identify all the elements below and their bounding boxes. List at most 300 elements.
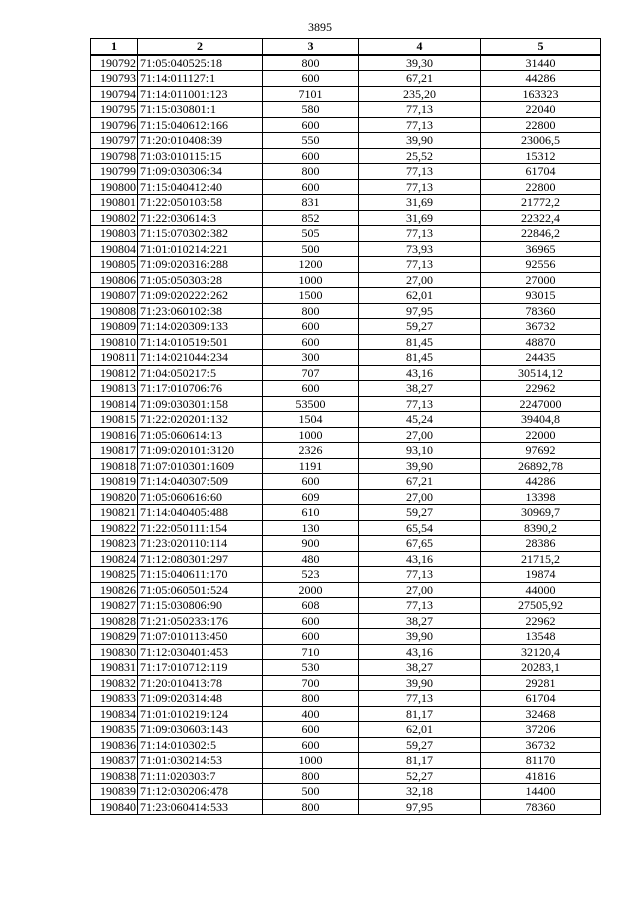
rate-cell: 81,45 [359,350,481,366]
value-cell: 29281 [481,675,601,691]
value-cell: 44000 [481,582,601,598]
column-header-2: 2 [138,39,263,55]
cadastral-number-cell: 71:12:030401:453 [138,644,263,660]
area-cell: 800 [263,799,359,815]
area-cell: 610 [263,505,359,521]
value-cell: 23006,5 [481,133,601,149]
table-row [91,396,601,412]
table-row [91,737,601,753]
cadastral-number-cell: 71:01:030214:53 [138,753,263,769]
value-cell: 21772,2 [481,195,601,211]
rate-cell: 45,24 [359,412,481,428]
value-cell: 36965 [481,241,601,257]
rate-cell: 39,90 [359,629,481,645]
cadastral-number-cell: 71:05:060501:524 [138,582,263,598]
value-cell: 19874 [481,567,601,583]
row-number-cell: 190797 [91,133,138,149]
value-cell: 13548 [481,629,601,645]
cadastral-number-cell: 71:15:070302:382 [138,226,263,242]
row-number-cell: 190799 [91,164,138,180]
area-cell: 609 [263,489,359,505]
cadastral-number-cell: 71:09:030306:34 [138,164,263,180]
rate-cell: 73,93 [359,241,481,257]
rate-cell: 97,95 [359,799,481,815]
value-cell: 92556 [481,257,601,273]
table-row [91,784,601,800]
rate-cell: 67,21 [359,71,481,87]
value-cell: 21715,2 [481,551,601,567]
value-cell: 22846,2 [481,226,601,242]
row-number-cell: 190829 [91,629,138,645]
area-cell: 1500 [263,288,359,304]
area-cell: 600 [263,71,359,87]
row-number-cell: 190795 [91,102,138,118]
row-number-cell: 190793 [91,71,138,87]
value-cell: 22800 [481,117,601,133]
value-cell: 81170 [481,753,601,769]
row-number-cell: 190794 [91,86,138,102]
cadastral-number-cell: 71:01:010219:124 [138,706,263,722]
area-cell: 800 [263,55,359,71]
table-row [91,582,601,598]
area-cell: 600 [263,117,359,133]
value-cell: 31440 [481,55,601,71]
table-row [91,598,601,614]
page-number: 3895 [308,20,332,34]
value-cell: 22322,4 [481,210,601,226]
row-number-cell: 190804 [91,241,138,257]
row-number-cell: 190839 [91,784,138,800]
value-cell: 14400 [481,784,601,800]
table-row [91,722,601,738]
cadastral-number-cell: 71:03:010115:15 [138,148,263,164]
area-cell: 608 [263,598,359,614]
row-number-cell: 190828 [91,613,138,629]
rate-cell: 77,13 [359,257,481,273]
row-number-cell: 190798 [91,148,138,164]
area-cell: 600 [263,629,359,645]
row-number-cell: 190838 [91,768,138,784]
table-row [91,536,601,552]
table-row [91,706,601,722]
cadastral-number-cell: 71:20:010408:39 [138,133,263,149]
row-number-cell: 190817 [91,443,138,459]
value-cell: 27000 [481,272,601,288]
row-number-cell: 190819 [91,474,138,490]
area-cell: 800 [263,768,359,784]
table-row [91,691,601,707]
rate-cell: 77,13 [359,598,481,614]
table-row [91,505,601,521]
cadastral-number-cell: 71:09:020101:3120 [138,443,263,459]
table-row [91,319,601,335]
rate-cell: 27,00 [359,272,481,288]
area-cell: 710 [263,644,359,660]
row-number-cell: 190837 [91,753,138,769]
value-cell: 28386 [481,536,601,552]
table-row [91,412,601,428]
rate-cell: 38,27 [359,613,481,629]
value-cell: 22962 [481,381,601,397]
row-number-cell: 190814 [91,396,138,412]
rate-cell: 62,01 [359,288,481,304]
area-cell: 1000 [263,753,359,769]
value-cell: 32468 [481,706,601,722]
row-number-cell: 190822 [91,520,138,536]
row-number-cell: 190805 [91,257,138,273]
area-cell: 600 [263,722,359,738]
table-row [91,551,601,567]
area-cell: 1000 [263,272,359,288]
rate-cell: 93,10 [359,443,481,459]
area-cell: 500 [263,241,359,257]
header-row [91,39,601,55]
area-cell: 800 [263,691,359,707]
cadastral-number-cell: 71:05:050303:28 [138,272,263,288]
row-number-cell: 190834 [91,706,138,722]
table-row [91,102,601,118]
cadastral-number-cell: 71:01:010214:221 [138,241,263,257]
rate-cell: 39,90 [359,133,481,149]
area-cell: 1504 [263,412,359,428]
cadastral-number-cell: 71:04:050217:5 [138,365,263,381]
rate-cell: 31,69 [359,195,481,211]
rate-cell: 43,16 [359,365,481,381]
rate-cell: 39,90 [359,675,481,691]
cadastral-number-cell: 71:21:050233:176 [138,613,263,629]
value-cell: 93015 [481,288,601,304]
row-number-cell: 190806 [91,272,138,288]
cadastral-number-cell: 71:22:020201:132 [138,412,263,428]
rate-cell: 59,27 [359,319,481,335]
area-cell: 400 [263,706,359,722]
row-number-cell: 190800 [91,179,138,195]
value-cell: 41816 [481,768,601,784]
rate-cell: 67,21 [359,474,481,490]
area-cell: 600 [263,179,359,195]
value-cell: 24435 [481,350,601,366]
row-number-cell: 190810 [91,334,138,350]
value-cell: 2247000 [481,396,601,412]
area-cell: 600 [263,148,359,164]
area-cell: 1200 [263,257,359,273]
cadastral-number-cell: 71:17:010712:119 [138,660,263,676]
value-cell: 48870 [481,334,601,350]
table-row [91,753,601,769]
rate-cell: 38,27 [359,660,481,676]
value-cell: 61704 [481,691,601,707]
table-row [91,458,601,474]
rate-cell: 52,27 [359,768,481,784]
area-cell: 580 [263,102,359,118]
table-row [91,226,601,242]
table-row [91,195,601,211]
cadastral-number-cell: 71:15:040611:170 [138,567,263,583]
row-number-cell: 190827 [91,598,138,614]
rate-cell: 43,16 [359,551,481,567]
row-number-cell: 190811 [91,350,138,366]
value-cell: 36732 [481,737,601,753]
row-number-cell: 190825 [91,567,138,583]
table-row [91,210,601,226]
value-cell: 44286 [481,71,601,87]
area-cell: 523 [263,567,359,583]
area-cell: 1191 [263,458,359,474]
area-cell: 500 [263,784,359,800]
rate-cell: 97,95 [359,303,481,319]
table-row [91,443,601,459]
rate-cell: 77,13 [359,102,481,118]
value-cell: 39404,8 [481,412,601,428]
value-cell: 8390,2 [481,520,601,536]
row-number-cell: 190812 [91,365,138,381]
table-row [91,644,601,660]
row-number-cell: 190821 [91,505,138,521]
table-row [91,71,601,87]
rate-cell: 77,13 [359,567,481,583]
area-cell: 130 [263,520,359,536]
table-row [91,241,601,257]
value-cell: 36732 [481,319,601,335]
value-cell: 32120,4 [481,644,601,660]
row-number-cell: 190802 [91,210,138,226]
table-row [91,55,601,71]
value-cell: 20283,1 [481,660,601,676]
value-cell: 22040 [481,102,601,118]
area-cell: 1000 [263,427,359,443]
table-row [91,520,601,536]
area-cell: 800 [263,164,359,180]
cadastral-number-cell: 71:14:011127:1 [138,71,263,87]
column-header-4: 4 [359,39,481,55]
table-row [91,474,601,490]
area-cell: 505 [263,226,359,242]
rate-cell: 67,65 [359,536,481,552]
cadastral-number-cell: 71:15:030801:1 [138,102,263,118]
cadastral-number-cell: 71:09:020314:48 [138,691,263,707]
row-number-cell: 190831 [91,660,138,676]
cadastral-number-cell: 71:09:020222:262 [138,288,263,304]
area-cell: 707 [263,365,359,381]
rate-cell: 77,13 [359,226,481,242]
area-cell: 831 [263,195,359,211]
area-cell: 852 [263,210,359,226]
cadastral-number-cell: 71:22:050103:58 [138,195,263,211]
table-row [91,164,601,180]
table-body [91,55,601,815]
cadastral-number-cell: 71:07:010113:450 [138,629,263,645]
rate-cell: 77,13 [359,179,481,195]
cadastral-number-cell: 71:14:010519:501 [138,334,263,350]
rate-cell: 77,13 [359,164,481,180]
area-cell: 2000 [263,582,359,598]
rate-cell: 81,45 [359,334,481,350]
table-row [91,660,601,676]
area-cell: 53500 [263,396,359,412]
value-cell: 78360 [481,303,601,319]
area-cell: 800 [263,303,359,319]
area-cell: 2326 [263,443,359,459]
row-number-cell: 190807 [91,288,138,304]
rate-cell: 59,27 [359,737,481,753]
cadastral-number-cell: 71:14:011001:123 [138,86,263,102]
cadastral-number-cell: 71:05:060614:13 [138,427,263,443]
table-row [91,427,601,443]
row-number-cell: 190801 [91,195,138,211]
cadastral-number-cell: 71:14:040405:488 [138,505,263,521]
column-header-3: 3 [263,39,359,55]
value-cell: 22800 [481,179,601,195]
table-row [91,334,601,350]
cadastral-number-cell: 71:15:040412:40 [138,179,263,195]
cadastral-number-cell: 71:23:060414:533 [138,799,263,815]
cadastral-number-cell: 71:14:040307:509 [138,474,263,490]
cadastral-number-cell: 71:15:030806:90 [138,598,263,614]
table-row [91,567,601,583]
row-number-cell: 190818 [91,458,138,474]
cadastral-number-cell: 71:15:040612:166 [138,117,263,133]
area-cell: 600 [263,737,359,753]
rate-cell: 25,52 [359,148,481,164]
area-cell: 600 [263,474,359,490]
rate-cell: 27,00 [359,489,481,505]
table-row [91,629,601,645]
rate-cell: 27,00 [359,427,481,443]
column-header-1: 1 [91,39,138,55]
row-number-cell: 190824 [91,551,138,567]
value-cell: 78360 [481,799,601,815]
table-row [91,799,601,815]
rate-cell: 32,18 [359,784,481,800]
table-row [91,350,601,366]
table-row [91,272,601,288]
cadastral-number-cell: 71:05:040525:18 [138,55,263,71]
cadastral-number-cell: 71:07:010301:1609 [138,458,263,474]
rate-cell: 77,13 [359,691,481,707]
cadastral-number-cell: 71:20:010413:78 [138,675,263,691]
cadastral-number-cell: 71:22:050111:154 [138,520,263,536]
row-number-cell: 190833 [91,691,138,707]
cadastral-number-cell: 71:12:080301:297 [138,551,263,567]
rate-cell: 81,17 [359,753,481,769]
area-cell: 530 [263,660,359,676]
table-row [91,675,601,691]
rate-cell: 235,20 [359,86,481,102]
value-cell: 37206 [481,722,601,738]
table-header [91,39,601,55]
column-header-5: 5 [481,39,601,55]
value-cell: 30514,12 [481,365,601,381]
cadastral-number-cell: 71:14:010302:5 [138,737,263,753]
row-number-cell: 190836 [91,737,138,753]
rate-cell: 77,13 [359,396,481,412]
data-table [90,38,601,815]
value-cell: 163323 [481,86,601,102]
row-number-cell: 190808 [91,303,138,319]
cadastral-number-cell: 71:09:030301:158 [138,396,263,412]
value-cell: 27505,92 [481,598,601,614]
table-row [91,133,601,149]
value-cell: 30969,7 [481,505,601,521]
value-cell: 44286 [481,474,601,490]
cadastral-number-cell: 71:17:010706:76 [138,381,263,397]
cadastral-number-cell: 71:09:020316:288 [138,257,263,273]
table-row [91,381,601,397]
cadastral-number-cell: 71:14:020309:133 [138,319,263,335]
table-row [91,288,601,304]
area-cell: 600 [263,319,359,335]
value-cell: 22000 [481,427,601,443]
row-number-cell: 190826 [91,582,138,598]
table-row [91,613,601,629]
row-number-cell: 190796 [91,117,138,133]
value-cell: 15312 [481,148,601,164]
cadastral-number-cell: 71:11:020303:7 [138,768,263,784]
area-cell: 7101 [263,86,359,102]
value-cell: 61704 [481,164,601,180]
row-number-cell: 190803 [91,226,138,242]
table-row [91,303,601,319]
rate-cell: 62,01 [359,722,481,738]
table-row [91,148,601,164]
row-number-cell: 190823 [91,536,138,552]
value-cell: 13398 [481,489,601,505]
rate-cell: 59,27 [359,505,481,521]
value-cell: 97692 [481,443,601,459]
value-cell: 26892,78 [481,458,601,474]
area-cell: 550 [263,133,359,149]
area-cell: 900 [263,536,359,552]
area-cell: 600 [263,334,359,350]
cadastral-number-cell: 71:14:021044:234 [138,350,263,366]
cadastral-number-cell: 71:23:060102:38 [138,303,263,319]
rate-cell: 77,13 [359,117,481,133]
rate-cell: 38,27 [359,381,481,397]
cadastral-number-cell: 71:23:020110:114 [138,536,263,552]
table-row [91,257,601,273]
area-cell: 600 [263,381,359,397]
table-row [91,768,601,784]
rate-cell: 81,17 [359,706,481,722]
value-cell: 22962 [481,613,601,629]
table-row [91,489,601,505]
row-number-cell: 190792 [91,55,138,71]
area-cell: 480 [263,551,359,567]
row-number-cell: 190820 [91,489,138,505]
cadastral-number-cell: 71:09:030603:143 [138,722,263,738]
row-number-cell: 190835 [91,722,138,738]
area-cell: 600 [263,613,359,629]
rate-cell: 27,00 [359,582,481,598]
row-number-cell: 190813 [91,381,138,397]
row-number-cell: 190815 [91,412,138,428]
row-number-cell: 190809 [91,319,138,335]
cadastral-number-cell: 71:12:030206:478 [138,784,263,800]
row-number-cell: 190830 [91,644,138,660]
area-cell: 300 [263,350,359,366]
row-number-cell: 190840 [91,799,138,815]
row-number-cell: 190832 [91,675,138,691]
row-number-cell: 190816 [91,427,138,443]
cadastral-number-cell: 71:05:060616:60 [138,489,263,505]
rate-cell: 39,30 [359,55,481,71]
area-cell: 700 [263,675,359,691]
rate-cell: 31,69 [359,210,481,226]
rate-cell: 65,54 [359,520,481,536]
table-row [91,86,601,102]
rate-cell: 43,16 [359,644,481,660]
cadastral-number-cell: 71:22:030614:3 [138,210,263,226]
